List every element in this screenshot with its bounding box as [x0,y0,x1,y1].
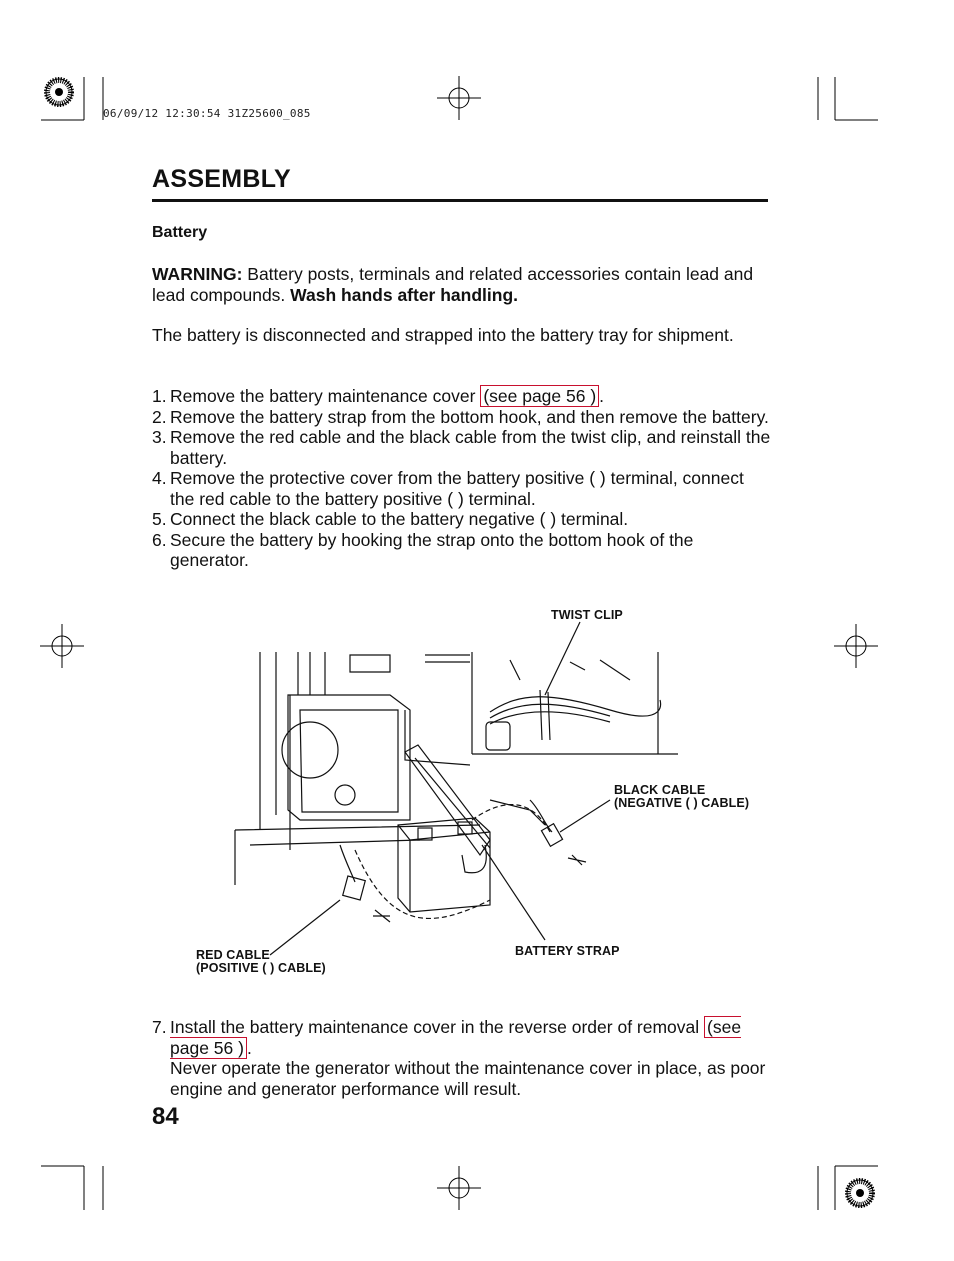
warning-label: WARNING: [152,264,243,284]
callout-black-cable: BLACK CABLE (NEGATIVE ( ) CABLE) [614,783,750,810]
title-rule [152,199,768,202]
callout-red-cable: RED CABLE (POSITIVE ( ) CABLE) [196,948,326,975]
warning-paragraph [152,264,772,305]
step-item: 3. Remove the red cable and the black cable from the twist clip, and reinstall the battery. [152,427,771,468]
sunburst-target-bottom-right [847,1180,873,1206]
step-item: 4. Remove the protective cover from the battery positive ( ) terminal, connect the red cable to the battery positive ( ) terminal. [152,468,744,509]
step-item: 7. Install the battery maintenance cover in the reverse order of removal (see page 56 ) . Never operate the generator without the maintenance cover in place, as poor engine and generator performance will result. [152,1017,766,1099]
step-item: 1. Remove the battery maintenance cover (see page 56 ) . [152,386,605,406]
print-stamp: 06/09/12 12:30:54 31Z25600_085 [103,107,311,120]
page-number: 84 [152,1103,179,1130]
step-item: 5. Connect the black cable to the battery negative ( ) terminal. [152,509,629,529]
warning-emphasis: Wash hands after handling. [290,284,518,305]
callout-twist-clip: TWIST CLIP [551,608,623,622]
sunburst-target-top-left [46,79,72,105]
see-page-link[interactable]: (see page 56 ) [480,385,599,407]
step-item: 6. Secure the battery by hooking the strap onto the bottom hook of the generator. [152,529,694,570]
intro-paragraph: The battery is disconnected and strapped into the battery tray for shipment. [152,325,734,345]
step-7-note: Never operate the generator without the maintenance cover in place, as poor engine and generator performance will result. [170,1058,766,1099]
warning-text: Battery posts, terminals and related accessories contain lead and lead compounds. [152,264,754,305]
subheading: Battery [152,224,208,241]
callout-battery-strap: BATTERY STRAP [515,944,620,958]
step-7 [152,1017,776,1099]
steps-list [152,386,772,571]
step-item: 2. Remove the battery strap from the bottom hook, and then remove the battery. [152,406,769,427]
see-page-link[interactable]: (see page 56 ) [170,1017,742,1058]
section-title: ASSEMBLY [152,165,292,193]
